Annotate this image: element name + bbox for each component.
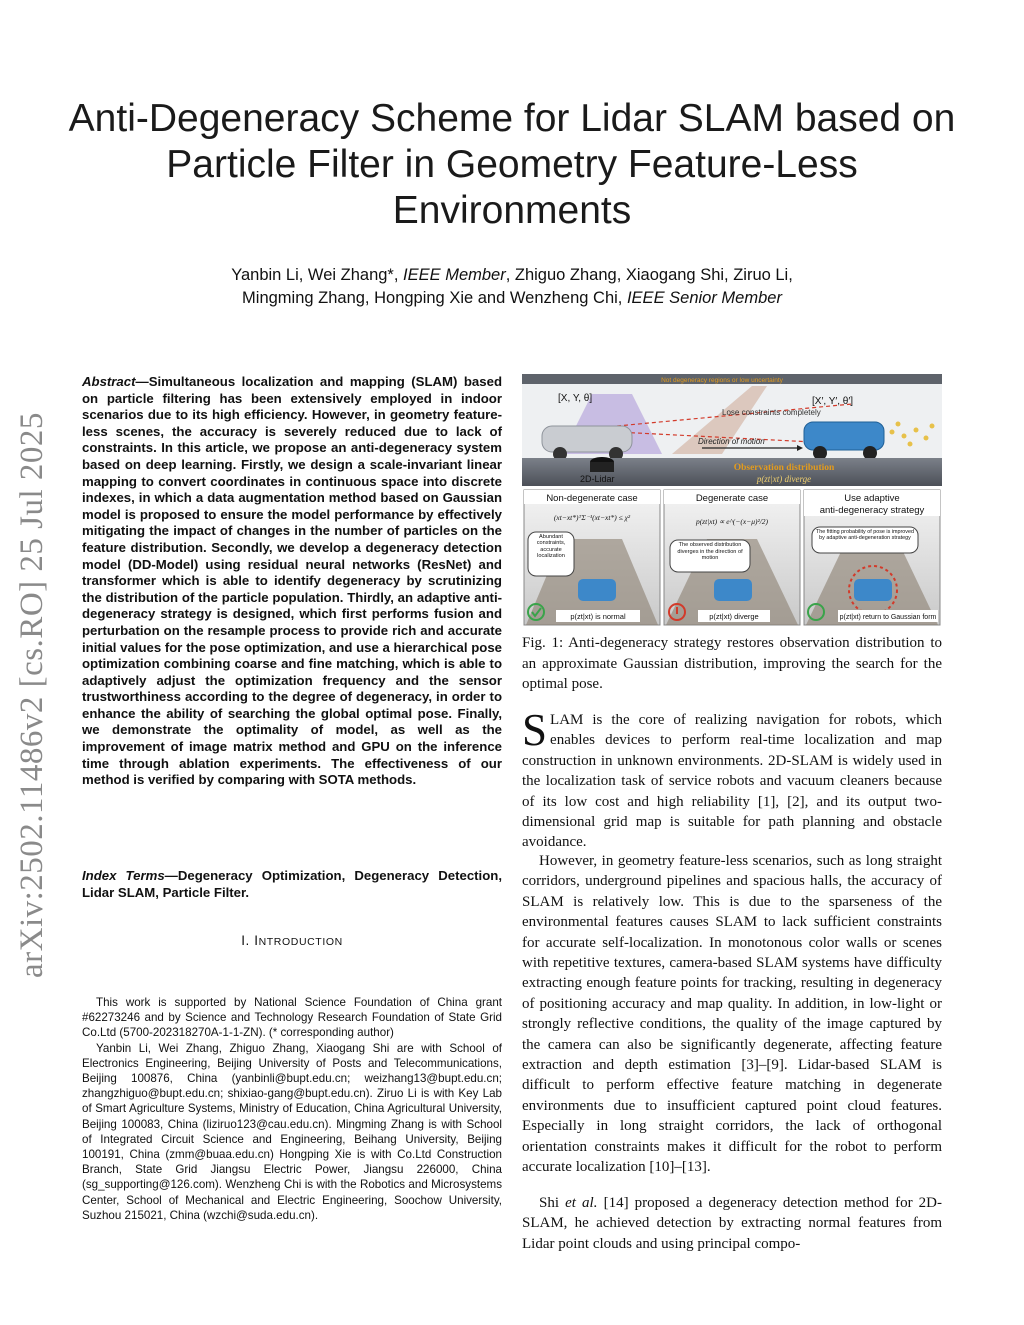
pose-right-label: [X′, Y′, θ′] [812,396,854,407]
section-heading [82,933,502,948]
intro-paragraph-3 [522,1193,942,1254]
abstract-label: Abstract [82,374,136,389]
index-terms [82,868,502,901]
footnote-funding: This work is supported by National Science Foundation of China grant #62273246 and by Science and Technology Research Foundation of State Grid Co.Ltd (5700-202318270A-1-1-ZN). (* corresponding author) [82,996,502,1040]
paragraph-text: However, in geometry feature-less scenarios, such as long straight corridors, underground pipelines and spacious halls, the accuracy of SLAM is relatively low. This is due to the sparseness of the environmental features causes SLAM to lack sufficient constraints for accurate self-localization. In monotonous color walls or scenes with repetitive textures, camera-based SLAM systems have difficulty extracting enough feature points for tracking, resulting in degeneracy of positioning accuracy and map quality. In addition, in low-light or strongly reflective conditions, the quality of the image captured by the camera can also be significantly degenerate, affecting feature extraction and depth estimation [3]–[9]. Lidar-based SLAM is difficult to perform effective feature matching in degenerate environments due to insufficient captured point cloud features. Especially in long straight corridors, the lack of orthogonal orientation constraints makes it difficult for the robot to perform accurate localization [10]–[13]. [522,853,942,1176]
drop-cap: S [522,705,548,755]
abstract-text: —Simultaneous localization and mapping (SLAM) based on particle filtering has been extensively employed in indoor scenarios due to its high efficiency. However, in geometry feature-less scenes, the accuracy is severely reduced due to lack of constraints. In this article, we propose an anti-degeneracy system based on deep learning. Firstly, we design a scale-invariant linear mapping to convert coordinates in continuous space into discrete indexes, in which a data augmentation method based on Gaussian model is proposed to ensure the model performance by effectively mitigating the impact of changes in the number of particles on the feature distribution. Secondly, we develop a degeneracy detection model (DD-Model) using residual neural networks (ResNet) and transformer which is able to identify degeneracy by scrutinizing the distribution of the particle population. Thirdly, an adaptive anti-degeneracy strategy is designed, which first performs fusion and perturbation on the resample process to provide rich and accurate initial values for the pose optimization, and use a hierarchical pose optimization combining coarse and fine matching, which is able to adaptively adjust the optimization frequency and the sensor trustworthiness according to the degree of degeneracy, in order to enhance the ability of searching the global optimal pose. Finally, we demonstrate the optimality of model, as well as the improvement of image matrix method and GPU on the inference time through ablation experiments. The effectiveness of our method is verified by comparing with SOTA methods. [82,374,502,788]
observation-subtitle: p(zt|xt) diverge [756,474,812,484]
abstract [82,374,502,789]
footnote [82,995,502,1223]
author-list [90,264,934,310]
panel-degenerate [664,490,800,625]
paper-title: Anti-Degeneracy Scheme for Lidar SLAM based on Particle Filter in Geometry Feature-Less Environments [68,97,956,232]
intro-paragraph-2 [522,851,942,1178]
section-title-rest: NTRODUCTION [258,936,343,948]
panel-status: p(zt|xt) diverge [709,612,759,621]
robot [714,579,752,601]
figure-1 [522,374,942,627]
panel-title: Degenerate case [695,493,769,504]
robot-right-body [804,422,884,450]
panel-formula: (xt−xt*)ᵀΣ⁻¹(xt−xt*) ≤ χ² [553,513,631,522]
robot [578,579,616,601]
paragraph-text: [14] proposed a degeneracy detection method for 2D-SLAM, he achieved detection by extracting normal features from Lidar point clouds and using principal compo- [522,1195,943,1252]
direction-label: Direction of motion [698,437,765,446]
author-line-1 [90,264,934,287]
author-role: IEEE Senior Member [626,289,782,307]
caption-label: Fig. 1: [522,635,564,651]
panel-status: p(zt|xt) is normal [570,612,626,621]
bubble-text: The fitting probability of pose is improved by adaptive anti-degeneration strategy [816,529,914,542]
section-number: I. [241,933,250,948]
author-role: IEEE Member [403,266,506,284]
et-al: et al. [565,1195,598,1211]
intro-paragraph-1 [522,705,942,853]
robot-wheel [813,446,827,460]
lidar-label: 2D-Lidar [580,474,615,484]
observation-title: Observation distribution [733,463,835,473]
robot-wheel [863,446,877,460]
panel-title: anti-degeneracy strategy [819,505,925,516]
bubble-text: Abundant constraints, accurate localization [536,534,566,560]
pose-left-label: [X, Y, θ] [558,393,593,404]
authors-text: Yanbin Li, Wei Zhang*, [231,266,404,284]
bubble-text: The observed distribution diverges in the direction of motion [677,542,743,562]
lose-constraints-label: Lose constraints completely [722,408,821,417]
authors-text: Mingming Zhang, Hongping Xie and Wenzheng Chi, [242,289,627,307]
figure-illustration [522,374,942,627]
authors-text: , Zhiguo Zhang, Xiaogang Shi, Ziruo Li, [505,266,793,284]
panel-title: Non-degenerate case [546,493,638,504]
section-title-initial: I [254,933,259,948]
caption-text: Anti-degeneracy strategy restores observation distribution to an approximate Gaussian distribution, improving the search for the optimal pose. [522,635,942,692]
lidar-sensor-body [590,462,614,472]
author-line-2 [90,287,934,310]
top-banner-text: Not degeneracy regions or low uncertainty [661,377,783,384]
paragraph-text: LAM is the core of realizing navigation for robots, which enables devices to perform real-time localization and map construction in unknown environments. 2D-SLAM is widely used in the localization task of service robots and vacuum cleaners because of its low cost and high reliability [1], [2], and its output two-dimensional grid map is suitable for path planning and obstacle avoidance. [522,712,942,851]
panel-formula: p(zt|xt) ∝ e^(−(x−μ)²/2) [695,517,769,526]
panel-status: p(zt|xt) return to Gaussian form [839,614,937,621]
index-terms-text: —Degeneracy Optimization, Degeneracy Detection, Lidar SLAM, Particle Filter. [82,868,502,900]
paragraph-text: Shi [539,1195,566,1211]
index-terms-label: Index Terms [82,868,165,883]
robot [854,579,892,601]
footnote-affiliations: Yanbin Li, Wei Zhang, Zhiguo Zhang, Xiaogang Shi are with School of Electronics Engineering, Beijing University of Posts and Telecommunications, Beijing 100876, China (yanbinli@bupt.edu.cn; weizhang13@bupt.edu.cn; zhangzhiguo@bupt.edu.cn; shixiao-gang@bupt.edu.cn). Ziruo Li is with Key Lab of Smart Agriculture Systems, Ministry of Education, China Agricultural University, Beijing 100083, China (liziruo123@cau.edu.cn). Mingming Zhang is with School of Integrated Circuit Science and Engineering, Beihang University, Beijing 100191, China (zmm@buaa.edu.cn) Hongping Xie is with Co.Ltd Construction Branch, State Grid Jiangsu Electric Power, Jiangsu 226000, China (sg_supporting@126.com). Wenzheng Chi is with the Robotics and Microsystems Center, School of Mechanical and Electric Engineering, Soochow University, Suzhou 215021, China (wzchi@suda.edu.cn). [82,1041,502,1222]
figure-caption [522,633,942,695]
panel-non-degenerate [524,490,660,625]
panel-title: Use adaptive [844,493,900,504]
panel-anti-degeneracy [804,490,940,625]
arxiv-identifier: arXiv:2502.11486v2 [cs.RO] 25 Jul 2025 [14,412,50,978]
